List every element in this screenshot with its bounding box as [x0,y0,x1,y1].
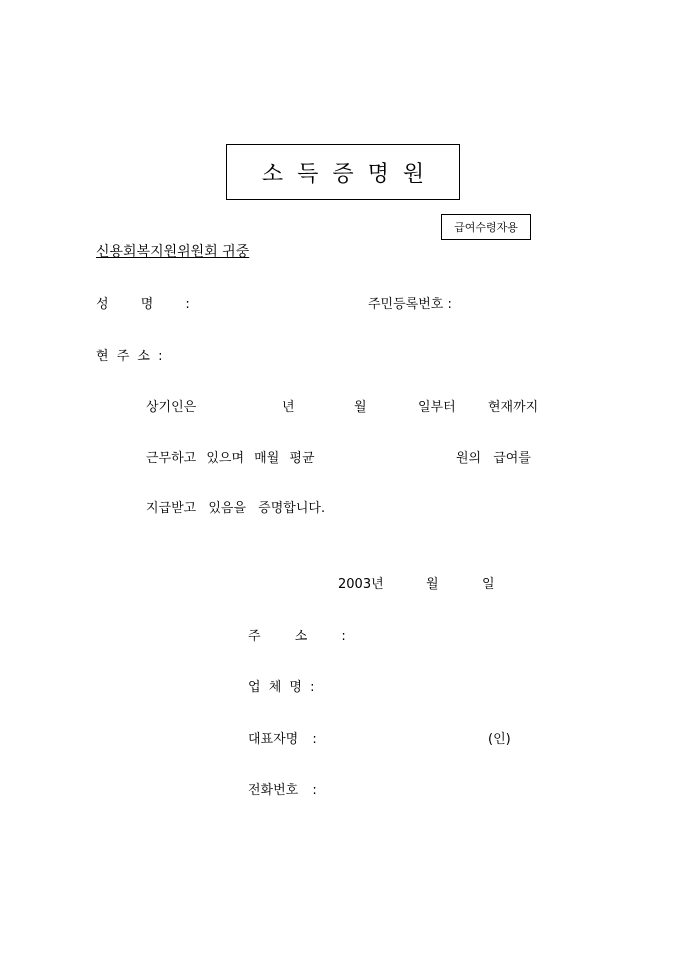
representative-label: 대표자명 : [248,732,317,747]
body-line-3: 지급받고 있음을 증명합니다. [146,501,326,516]
company-name-label: 업 체 명 : [248,680,315,695]
body-line-1-day: 일부터 [418,400,456,415]
usage-tag: 급여수령자용 [441,214,531,240]
name-label-row [96,298,190,311]
body-line-1-until: 현재까지 [488,400,539,415]
title-box [226,144,460,200]
body-line-2-b: 원의 급여를 [456,451,531,466]
body-line-1-a: 상기인은 [146,400,197,415]
document-title: 소득증명원 [261,161,439,187]
addressee: 신용회복지원위원회 귀중 [96,244,250,260]
body-line-2-a: 근무하고 있으며 매월 평균 [146,451,315,466]
seal-mark: (인) [488,732,511,747]
phone-label: 전화번호 : [248,783,317,798]
body-line-1-year: 년 [282,400,295,415]
name-label: 성 명 : [96,297,190,312]
body-line-1-month: 월 [354,400,367,415]
date-month: 월 [426,577,439,592]
date-day: 일 [482,577,495,592]
resident-no-label: 주민등록번호 : [368,297,452,312]
date-year: 2003년 [338,577,384,592]
issuer-address-label: 주 소 : [248,629,346,644]
address-label: 현 주 소 : [96,349,163,364]
